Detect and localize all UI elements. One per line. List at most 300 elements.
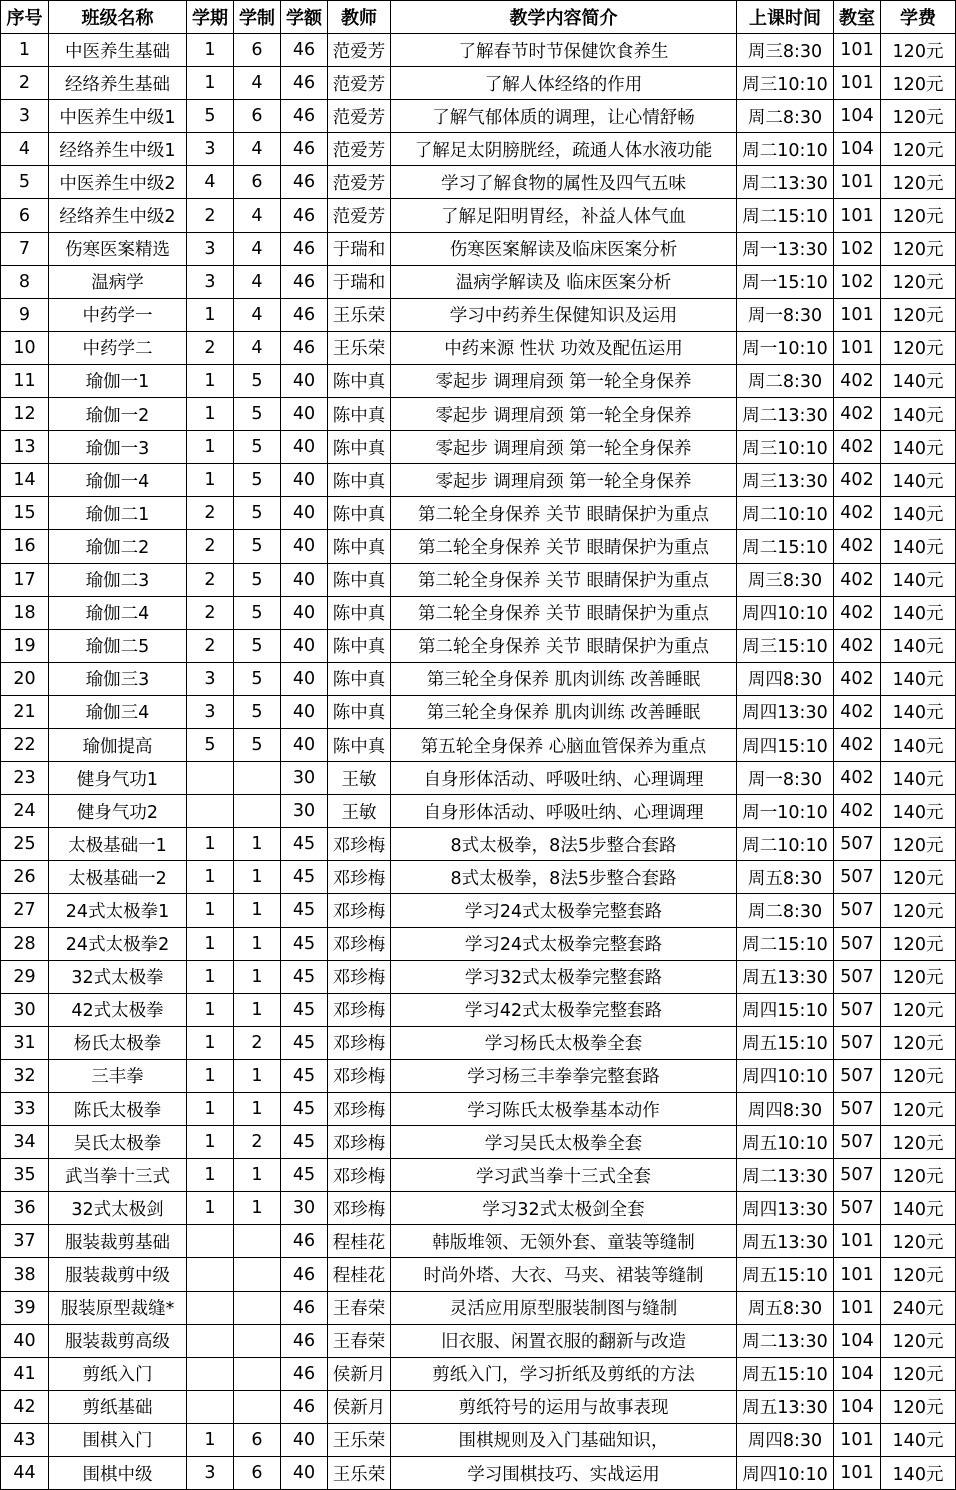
cell-time: 周五15:10 [737,1026,834,1059]
cell-quota: 45 [281,927,328,960]
cell-teacher: 陈中真 [328,728,391,761]
cell-term [187,1357,234,1390]
cell-room: 507 [834,1026,881,1059]
cell-class-name: 24式太极拳2 [49,927,187,960]
cell-index: 22 [1,728,49,761]
cell-room: 402 [834,563,881,596]
cell-duration: 5 [234,497,281,530]
cell-class-name: 瑜伽提高 [49,728,187,761]
cell-term: 5 [187,100,234,133]
cell-teacher: 邓珍梅 [328,960,391,993]
cell-class-name: 经络养生基础 [49,67,187,100]
cell-room: 402 [834,695,881,728]
cell-term: 1 [187,67,234,100]
cell-time: 周二13:30 [737,166,834,199]
table-row [1,1026,956,1059]
cell-room: 402 [834,398,881,431]
cell-fee: 120元 [881,34,956,67]
cell-term: 1 [187,993,234,1026]
cell-quota: 46 [281,1291,328,1324]
cell-fee: 120元 [881,1159,956,1192]
cell-teacher: 程桂花 [328,1225,391,1258]
cell-quota: 46 [281,166,328,199]
cell-class-name: 瑜伽三3 [49,662,187,695]
cell-teacher: 陈中真 [328,464,391,497]
cell-term: 3 [187,232,234,265]
cell-quota: 45 [281,828,328,861]
cell-time: 周一10:10 [737,331,834,364]
cell-fee: 140元 [881,762,956,795]
cell-quota: 45 [281,1159,328,1192]
cell-index: 16 [1,530,49,563]
cell-time: 周三15:10 [737,629,834,662]
cell-term: 3 [187,133,234,166]
cell-time: 周一8:30 [737,762,834,795]
cell-term [187,762,234,795]
cell-duration: 5 [234,464,281,497]
cell-term [187,1390,234,1423]
cell-content: 了解人体经络的作用 [391,67,737,100]
cell-teacher: 邓珍梅 [328,1192,391,1225]
cell-time: 周二15:10 [737,927,834,960]
cell-content: 温病学解读及 临床医案分析 [391,265,737,298]
cell-fee: 120元 [881,894,956,927]
cell-class-name: 三丰拳 [49,1059,187,1092]
cell-term: 3 [187,1457,234,1490]
cell-duration: 2 [234,1026,281,1059]
cell-duration [234,1390,281,1423]
cell-class-name: 瑜伽一4 [49,464,187,497]
cell-content: 零起步 调理肩颈 第一轮全身保养 [391,431,737,464]
table-row [1,795,956,828]
cell-room: 101 [834,199,881,232]
cell-duration: 6 [234,1457,281,1490]
cell-content: 学习中药养生保健知识及运用 [391,298,737,331]
cell-room: 101 [834,1258,881,1291]
cell-term: 1 [187,1093,234,1126]
cell-fee: 120元 [881,960,956,993]
cell-teacher: 范爱芳 [328,199,391,232]
cell-time: 周五15:10 [737,1357,834,1390]
table-row [1,364,956,397]
cell-class-name: 剪纸基础 [49,1390,187,1423]
cell-room: 101 [834,34,881,67]
cell-content: 学习24式太极拳完整套路 [391,894,737,927]
table-row [1,166,956,199]
cell-index: 15 [1,497,49,530]
cell-teacher: 王春荣 [328,1291,391,1324]
cell-index: 11 [1,364,49,397]
table-row [1,298,956,331]
cell-term: 1 [187,960,234,993]
cell-duration: 4 [234,265,281,298]
cell-term: 4 [187,166,234,199]
cell-quota: 40 [281,563,328,596]
cell-duration: 6 [234,100,281,133]
cell-teacher: 王乐荣 [328,298,391,331]
cell-time: 周二8:30 [737,100,834,133]
table-row [1,133,956,166]
cell-index: 7 [1,232,49,265]
table-row [1,993,956,1026]
cell-class-name: 经络养生中级1 [49,133,187,166]
cell-duration: 1 [234,1059,281,1092]
cell-index: 20 [1,662,49,695]
cell-time: 周二15:10 [737,530,834,563]
cell-duration: 1 [234,1093,281,1126]
cell-content: 了解气郁体质的调理，让心情舒畅 [391,100,737,133]
cell-fee: 140元 [881,1457,956,1490]
cell-fee: 120元 [881,1026,956,1059]
cell-term: 2 [187,530,234,563]
cell-index: 23 [1,762,49,795]
cell-fee: 140元 [881,530,956,563]
cell-index: 13 [1,431,49,464]
cell-term: 1 [187,364,234,397]
cell-quota: 46 [281,265,328,298]
cell-index: 24 [1,795,49,828]
cell-teacher: 陈中真 [328,431,391,464]
cell-class-name: 瑜伽一2 [49,398,187,431]
cell-term [187,795,234,828]
cell-time: 周三8:30 [737,563,834,596]
cell-content: 伤寒医案解读及临床医案分析 [391,232,737,265]
cell-fee: 140元 [881,1423,956,1456]
cell-time: 周四10:10 [737,596,834,629]
cell-fee: 120元 [881,1093,956,1126]
cell-quota: 40 [281,629,328,662]
cell-fee: 140元 [881,398,956,431]
cell-room: 402 [834,596,881,629]
cell-teacher: 陈中真 [328,596,391,629]
header-index: 序号 [1,1,49,34]
table-row [1,497,956,530]
cell-fee: 120元 [881,67,956,100]
cell-term: 1 [187,431,234,464]
cell-room: 402 [834,728,881,761]
table-row [1,1357,956,1390]
cell-room: 402 [834,364,881,397]
cell-duration [234,762,281,795]
cell-time: 周三10:10 [737,67,834,100]
cell-index: 25 [1,828,49,861]
cell-teacher: 邓珍梅 [328,927,391,960]
cell-content: 自身形体活动、呼吸吐纳、心理调理 [391,762,737,795]
table-row [1,662,956,695]
cell-fee: 120元 [881,1390,956,1423]
cell-term: 2 [187,199,234,232]
cell-index: 41 [1,1357,49,1390]
cell-index: 31 [1,1026,49,1059]
cell-fee: 120元 [881,199,956,232]
cell-class-name: 中医养生中级2 [49,166,187,199]
cell-time: 周四13:30 [737,1192,834,1225]
cell-term: 1 [187,1026,234,1059]
cell-teacher: 于瑞和 [328,265,391,298]
cell-duration: 4 [234,331,281,364]
table-row [1,596,956,629]
cell-time: 周二10:10 [737,497,834,530]
cell-room: 104 [834,1357,881,1390]
cell-content: 了解春节时节保健饮食养生 [391,34,737,67]
cell-content: 学习32式太极拳完整套路 [391,960,737,993]
cell-class-name: 陈氏太极拳 [49,1093,187,1126]
cell-duration: 1 [234,927,281,960]
cell-content: 围棋规则及入门基础知识， [391,1423,737,1456]
cell-teacher: 邓珍梅 [328,1093,391,1126]
cell-class-name: 伤寒医案精选 [49,232,187,265]
cell-quota: 40 [281,662,328,695]
header-term: 学期 [187,1,234,34]
cell-index: 32 [1,1059,49,1092]
cell-fee: 140元 [881,497,956,530]
cell-class-name: 瑜伽一3 [49,431,187,464]
cell-time: 周五13:30 [737,960,834,993]
table-row [1,1093,956,1126]
table-row [1,431,956,464]
cell-index: 43 [1,1423,49,1456]
cell-class-name: 瑜伽二3 [49,563,187,596]
cell-term: 1 [187,398,234,431]
cell-class-name: 太极基础一2 [49,861,187,894]
cell-fee: 140元 [881,563,956,596]
cell-fee: 140元 [881,1192,956,1225]
cell-class-name: 健身气功1 [49,762,187,795]
cell-time: 周一15:10 [737,265,834,298]
cell-content: 学习了解食物的属性及四气五味 [391,166,737,199]
cell-index: 6 [1,199,49,232]
cell-class-name: 服装原型裁缝* [49,1291,187,1324]
cell-quota: 46 [281,1324,328,1357]
cell-duration: 6 [234,166,281,199]
cell-content: 了解足阳明胃经，补益人体气血 [391,199,737,232]
cell-content: 第三轮全身保养 肌肉训练 改善睡眠 [391,695,737,728]
cell-term: 2 [187,596,234,629]
cell-room: 101 [834,1457,881,1490]
cell-index: 35 [1,1159,49,1192]
cell-teacher: 陈中真 [328,695,391,728]
cell-time: 周二13:30 [737,398,834,431]
cell-class-name: 42式太极拳 [49,993,187,1026]
table-row [1,199,956,232]
cell-content: 韩版堆领、无领外套、童装等缝制 [391,1225,737,1258]
cell-content: 自身形体活动、呼吸吐纳、心理调理 [391,795,737,828]
cell-room: 507 [834,1126,881,1159]
cell-teacher: 陈中真 [328,629,391,662]
cell-room: 101 [834,166,881,199]
cell-quota: 46 [281,133,328,166]
cell-time: 周二13:30 [737,1159,834,1192]
cell-quota: 45 [281,993,328,1026]
cell-content: 中药来源 性状 功效及配伍运用 [391,331,737,364]
cell-teacher: 陈中真 [328,662,391,695]
cell-class-name: 24式太极拳1 [49,894,187,927]
cell-quota: 40 [281,530,328,563]
cell-duration: 5 [234,629,281,662]
cell-time: 周四13:30 [737,695,834,728]
cell-teacher: 范爱芳 [328,166,391,199]
cell-fee: 140元 [881,728,956,761]
cell-content: 学习杨三丰拳拳完整套路 [391,1059,737,1092]
cell-quota: 45 [281,1059,328,1092]
cell-quota: 40 [281,497,328,530]
cell-class-name: 瑜伽二5 [49,629,187,662]
cell-term: 1 [187,1192,234,1225]
table-row [1,563,956,596]
cell-content: 剪纸符号的运用与故事表现 [391,1390,737,1423]
cell-time: 周二8:30 [737,364,834,397]
cell-term: 1 [187,34,234,67]
cell-teacher: 邓珍梅 [328,1126,391,1159]
cell-fee: 140元 [881,629,956,662]
cell-term: 1 [187,464,234,497]
cell-index: 33 [1,1093,49,1126]
header-fee: 学费 [881,1,956,34]
cell-class-name: 中医养生中级1 [49,100,187,133]
cell-quota: 46 [281,1225,328,1258]
cell-quota: 46 [281,1357,328,1390]
cell-duration: 2 [234,1126,281,1159]
cell-quota: 45 [281,1026,328,1059]
cell-quota: 46 [281,67,328,100]
cell-class-name: 瑜伽一1 [49,364,187,397]
cell-teacher: 王春荣 [328,1324,391,1357]
cell-index: 10 [1,331,49,364]
cell-room: 102 [834,265,881,298]
cell-term: 1 [187,1126,234,1159]
cell-class-name: 32式太极剑 [49,1192,187,1225]
cell-duration: 6 [234,34,281,67]
cell-duration: 5 [234,662,281,695]
cell-room: 101 [834,1225,881,1258]
cell-teacher: 陈中真 [328,398,391,431]
cell-index: 4 [1,133,49,166]
cell-time: 周一13:30 [737,232,834,265]
cell-content: 第二轮全身保养 关节 眼睛保护为重点 [391,563,737,596]
cell-teacher: 范爱芳 [328,100,391,133]
cell-room: 507 [834,960,881,993]
table-row [1,1457,956,1490]
cell-content: 学习32式太极剑全套 [391,1192,737,1225]
cell-index: 38 [1,1258,49,1291]
cell-time: 周二15:10 [737,199,834,232]
table-row [1,100,956,133]
cell-duration: 5 [234,364,281,397]
cell-class-name: 瑜伽二2 [49,530,187,563]
cell-room: 104 [834,1324,881,1357]
cell-room: 507 [834,894,881,927]
cell-fee: 120元 [881,298,956,331]
cell-class-name: 武当拳十三式 [49,1159,187,1192]
cell-room: 104 [834,100,881,133]
cell-quota: 40 [281,596,328,629]
cell-fee: 120元 [881,232,956,265]
cell-fee: 240元 [881,1291,956,1324]
table-row [1,1258,956,1291]
cell-index: 9 [1,298,49,331]
table-row [1,861,956,894]
table-row [1,629,956,662]
cell-room: 104 [834,133,881,166]
cell-content: 学习42式太极拳完整套路 [391,993,737,1026]
cell-class-name: 围棋中级 [49,1457,187,1490]
table-row [1,1126,956,1159]
cell-room: 507 [834,927,881,960]
cell-teacher: 陈中真 [328,563,391,596]
cell-room: 402 [834,762,881,795]
cell-quota: 45 [281,1126,328,1159]
cell-teacher: 陈中真 [328,530,391,563]
cell-room: 507 [834,1059,881,1092]
cell-index: 8 [1,265,49,298]
cell-class-name: 中医养生基础 [49,34,187,67]
cell-duration [234,1258,281,1291]
cell-term: 5 [187,728,234,761]
table-row [1,1225,956,1258]
cell-class-name: 瑜伽二4 [49,596,187,629]
cell-time: 周五10:10 [737,1126,834,1159]
cell-term: 3 [187,662,234,695]
cell-room: 104 [834,1390,881,1423]
cell-time: 周二10:10 [737,133,834,166]
cell-index: 26 [1,861,49,894]
cell-fee: 120元 [881,100,956,133]
cell-quota: 46 [281,232,328,265]
cell-index: 1 [1,34,49,67]
cell-room: 507 [834,861,881,894]
cell-quota: 40 [281,464,328,497]
cell-time: 周四8:30 [737,1093,834,1126]
cell-index: 30 [1,993,49,1026]
cell-quota: 40 [281,695,328,728]
cell-time: 周四15:10 [737,993,834,1026]
cell-room: 101 [834,331,881,364]
cell-index: 19 [1,629,49,662]
cell-content: 学习24式太极拳完整套路 [391,927,737,960]
cell-duration: 1 [234,828,281,861]
cell-time: 周五13:30 [737,1225,834,1258]
cell-teacher: 邓珍梅 [328,1026,391,1059]
cell-duration [234,1324,281,1357]
table-row [1,34,956,67]
table-row [1,232,956,265]
cell-quota: 30 [281,762,328,795]
cell-duration: 4 [234,133,281,166]
header-content: 教学内容简介 [391,1,737,34]
cell-teacher: 范爱芳 [328,67,391,100]
cell-class-name: 杨氏太极拳 [49,1026,187,1059]
cell-duration: 4 [234,298,281,331]
cell-term: 2 [187,497,234,530]
cell-content: 第二轮全身保养 关节 眼睛保护为重点 [391,629,737,662]
cell-duration: 1 [234,861,281,894]
cell-room: 101 [834,298,881,331]
table-row [1,331,956,364]
header-teacher: 教师 [328,1,391,34]
cell-quota: 46 [281,34,328,67]
cell-fee: 140元 [881,596,956,629]
cell-quota: 40 [281,1457,328,1490]
cell-quota: 46 [281,1390,328,1423]
cell-term: 1 [187,1159,234,1192]
cell-room: 507 [834,1093,881,1126]
cell-duration: 4 [234,199,281,232]
cell-time: 周一8:30 [737,298,834,331]
header-duration: 学制 [234,1,281,34]
cell-teacher: 王敏 [328,762,391,795]
cell-class-name: 服装裁剪高级 [49,1324,187,1357]
cell-room: 402 [834,795,881,828]
